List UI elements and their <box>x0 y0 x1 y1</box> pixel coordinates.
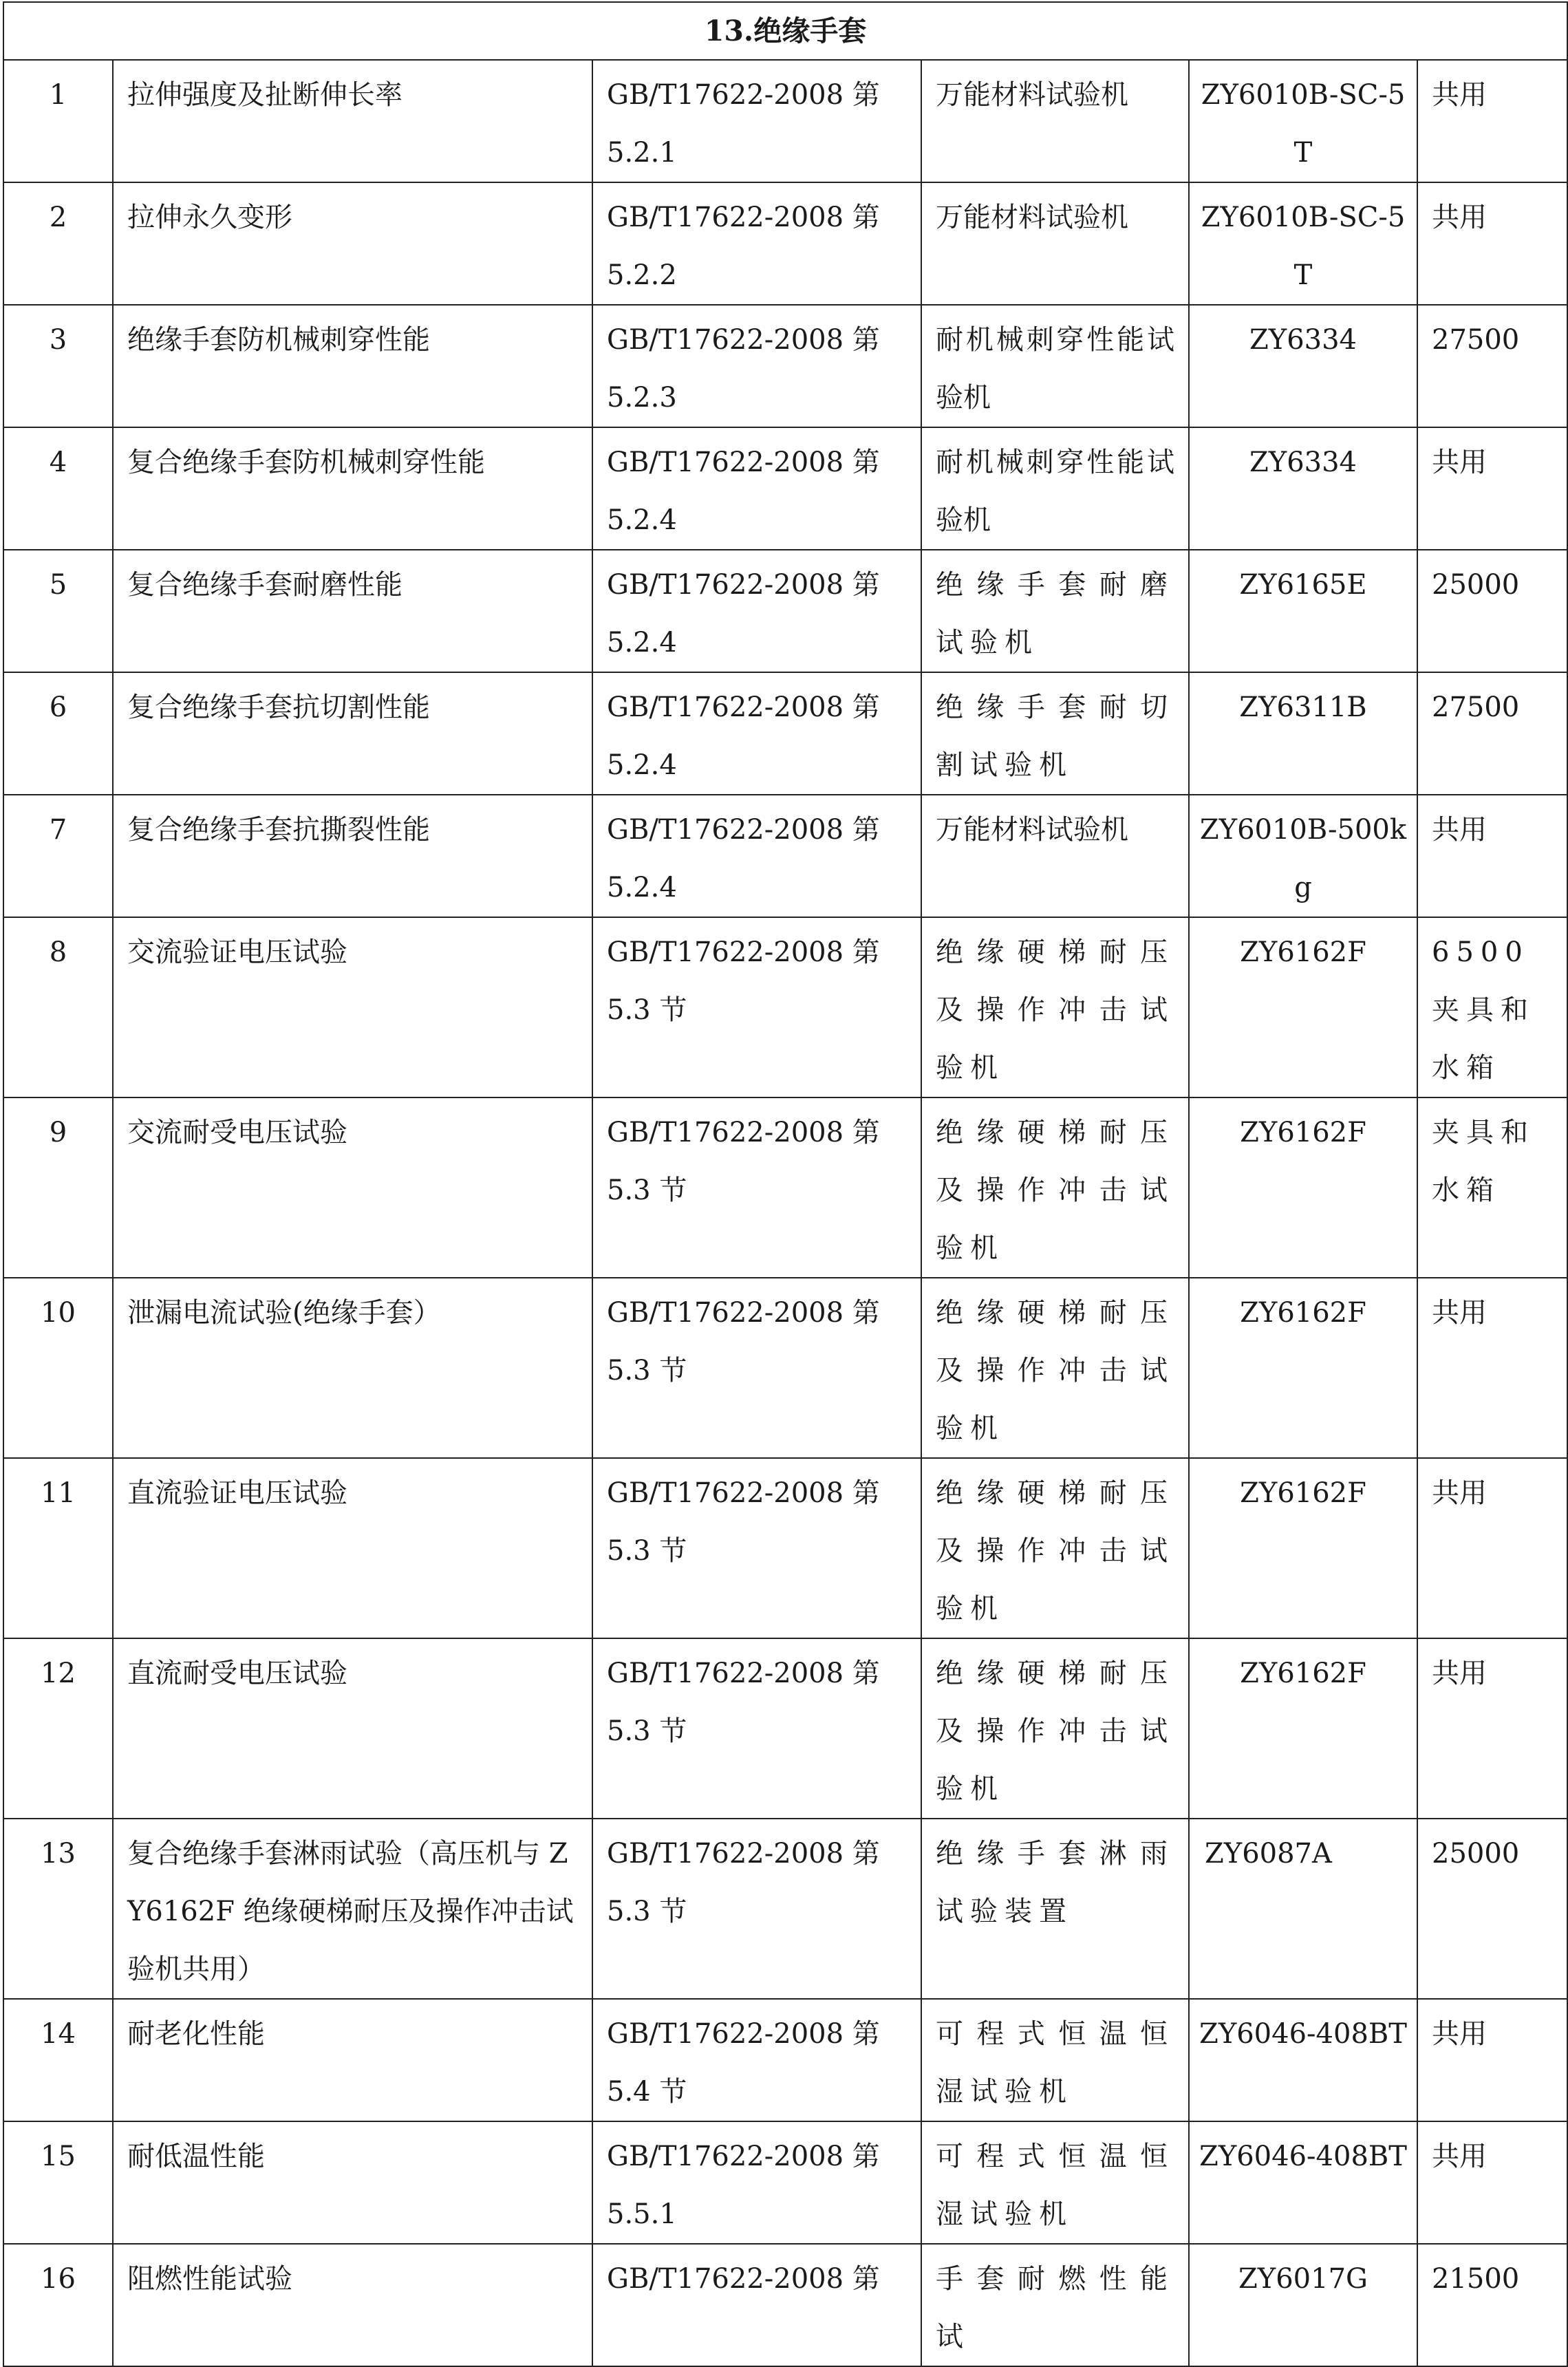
equipment-name: 可程式恒温恒湿试验机 <box>921 1999 1189 2121</box>
equipment-name: 万能材料试验机 <box>921 795 1189 917</box>
standard-clause: GB/T17622-2008 第 5.3 节 <box>592 1638 921 1819</box>
test-item: 耐低温性能 <box>113 2121 592 2244</box>
section-title: 13.绝缘手套 <box>3 2 1567 60</box>
equipment-model: ZY6046-408BT <box>1189 1999 1417 2121</box>
price-cell: 27500 <box>1417 305 1567 427</box>
equipment-model: ZY6334 <box>1189 305 1417 427</box>
equipment-model: ZY6162F <box>1189 917 1417 1097</box>
test-item: 复合绝缘手套抗切割性能 <box>113 672 592 795</box>
test-item: 交流耐受电压试验 <box>113 1097 592 1278</box>
row-number: 16 <box>3 2244 113 2366</box>
standard-clause: GB/T17622-2008 第 5.2.2 <box>592 182 921 305</box>
price-cell: 共用 <box>1417 1638 1567 1819</box>
table-row <box>3 1097 1567 1278</box>
equipment-model: ZY6017G <box>1189 2244 1417 2366</box>
equipment-model: ZY6311B <box>1189 672 1417 795</box>
standard-clause: GB/T17622-2008 第 5.4 节 <box>592 1999 921 2121</box>
price-cell: 共用 <box>1417 795 1567 917</box>
equipment-name: 耐机械刺穿性能试验机 <box>921 427 1189 550</box>
price-cell: 共用 <box>1417 2121 1567 2244</box>
standard-clause: GB/T17622-2008 第 <box>592 2244 921 2366</box>
test-item: 拉伸永久变形 <box>113 182 592 305</box>
equipment-name: 绝缘手套耐切割试验机 <box>921 672 1189 795</box>
equipment-name: 绝缘手套淋雨试验装置 <box>921 1819 1189 1999</box>
test-item: 交流验证电压试验 <box>113 917 592 1097</box>
table-row <box>3 1278 1567 1458</box>
standard-clause: GB/T17622-2008 第 5.2.4 <box>592 672 921 795</box>
price-cell: 25000 <box>1417 1819 1567 1999</box>
standard-clause: GB/T17622-2008 第 5.3 节 <box>592 917 921 1097</box>
equipment-name: 绝缘硬梯耐压及操作冲击试验机 <box>921 1638 1189 1819</box>
table-row <box>3 427 1567 550</box>
test-item: 复合绝缘手套耐磨性能 <box>113 550 592 672</box>
price-cell: 共用 <box>1417 60 1567 182</box>
row-number: 12 <box>3 1638 113 1819</box>
standard-clause: GB/T17622-2008 第 5.2.1 <box>592 60 921 182</box>
table-row <box>3 672 1567 795</box>
row-number: 5 <box>3 550 113 672</box>
price-cell: 25000 <box>1417 550 1567 672</box>
test-item: 阻燃性能试验 <box>113 2244 592 2366</box>
table-row <box>3 305 1567 427</box>
equipment-name: 可程式恒温恒湿试验机 <box>921 2121 1189 2244</box>
test-item: 泄漏电流试验(绝缘手套） <box>113 1278 592 1458</box>
equipment-model: ZY6010B-SC-5T <box>1189 182 1417 305</box>
equipment-model: ZY6087A <box>1189 1819 1417 1999</box>
section-title-row <box>3 2 1567 60</box>
equipment-name: 绝缘硬梯耐压及操作冲击试验机 <box>921 1278 1189 1458</box>
test-item: 复合绝缘手套防机械刺穿性能 <box>113 427 592 550</box>
test-item: 直流耐受电压试验 <box>113 1638 592 1819</box>
equipment-model: ZY6334 <box>1189 427 1417 550</box>
price-cell: 共用 <box>1417 1458 1567 1638</box>
row-number: 13 <box>3 1819 113 1999</box>
equipment-name: 绝缘手套耐磨试验机 <box>921 550 1189 672</box>
table-row <box>3 1999 1567 2121</box>
test-item: 复合绝缘手套抗撕裂性能 <box>113 795 592 917</box>
standard-clause: GB/T17622-2008 第 5.3 节 <box>592 1819 921 1999</box>
equipment-table <box>3 1 1568 2367</box>
equipment-model: ZY6165E <box>1189 550 1417 672</box>
table-row <box>3 1819 1567 1999</box>
standard-clause: GB/T17622-2008 第 5.2.3 <box>592 305 921 427</box>
price-cell: 共用 <box>1417 1999 1567 2121</box>
equipment-name: 手套耐燃性能试 <box>921 2244 1189 2366</box>
standard-clause: GB/T17622-2008 第 5.3 节 <box>592 1458 921 1638</box>
equipment-model: ZY6162F <box>1189 1278 1417 1458</box>
equipment-name: 耐机械刺穿性能试验机 <box>921 305 1189 427</box>
price-cell: 21500 <box>1417 2244 1567 2366</box>
equipment-model: ZY6162F <box>1189 1097 1417 1278</box>
row-number: 11 <box>3 1458 113 1638</box>
table-row <box>3 60 1567 182</box>
table-row <box>3 550 1567 672</box>
table-row <box>3 1458 1567 1638</box>
row-number: 3 <box>3 305 113 427</box>
standard-clause: GB/T17622-2008 第 5.2.4 <box>592 550 921 672</box>
row-number: 9 <box>3 1097 113 1278</box>
equipment-model: ZY6046-408BT <box>1189 2121 1417 2244</box>
price-cell: 共用 <box>1417 182 1567 305</box>
row-number: 1 <box>3 60 113 182</box>
row-number: 10 <box>3 1278 113 1458</box>
row-number: 4 <box>3 427 113 550</box>
equipment-name: 绝缘硬梯耐压及操作冲击试验机 <box>921 917 1189 1097</box>
equipment-model: ZY6162F <box>1189 1458 1417 1638</box>
test-item: 绝缘手套防机械刺穿性能 <box>113 305 592 427</box>
equipment-name: 万能材料试验机 <box>921 60 1189 182</box>
test-item: 复合绝缘手套淋雨试验（高压机与 ZY6162F 绝缘硬梯耐压及操作冲击试验机共用） <box>113 1819 592 1999</box>
test-item: 拉伸强度及扯断伸长率 <box>113 60 592 182</box>
row-number: 7 <box>3 795 113 917</box>
table-row <box>3 2121 1567 2244</box>
row-number: 15 <box>3 2121 113 2244</box>
row-number: 6 <box>3 672 113 795</box>
equipment-model: ZY6010B-SC-5T <box>1189 60 1417 182</box>
row-number: 14 <box>3 1999 113 2121</box>
price-cell: 共用 <box>1417 427 1567 550</box>
standard-clause: GB/T17622-2008 第 5.2.4 <box>592 427 921 550</box>
equipment-name: 万能材料试验机 <box>921 182 1189 305</box>
table-row <box>3 1638 1567 1819</box>
standard-clause: GB/T17622-2008 第 5.2.4 <box>592 795 921 917</box>
equipment-model: ZY6010B-500kg <box>1189 795 1417 917</box>
price-cell: 27500 <box>1417 672 1567 795</box>
price-cell: 共用 <box>1417 1278 1567 1458</box>
row-number: 2 <box>3 182 113 305</box>
standard-clause: GB/T17622-2008 第 5.5.1 <box>592 2121 921 2244</box>
equipment-name: 绝缘硬梯耐压及操作冲击试验机 <box>921 1458 1189 1638</box>
test-item: 耐老化性能 <box>113 1999 592 2121</box>
equipment-model: ZY6162F <box>1189 1638 1417 1819</box>
table-row <box>3 2244 1567 2366</box>
table-row <box>3 182 1567 305</box>
equipment-name: 绝缘硬梯耐压及操作冲击试验机 <box>921 1097 1189 1278</box>
price-cell: 6500 夹具和水箱 <box>1417 917 1567 1097</box>
row-number: 8 <box>3 917 113 1097</box>
table-row <box>3 795 1567 917</box>
price-cell: 夹具和水箱 <box>1417 1097 1567 1278</box>
test-item: 直流验证电压试验 <box>113 1458 592 1638</box>
standard-clause: GB/T17622-2008 第 5.3 节 <box>592 1097 921 1278</box>
standard-clause: GB/T17622-2008 第 5.3 节 <box>592 1278 921 1458</box>
table-row <box>3 917 1567 1097</box>
